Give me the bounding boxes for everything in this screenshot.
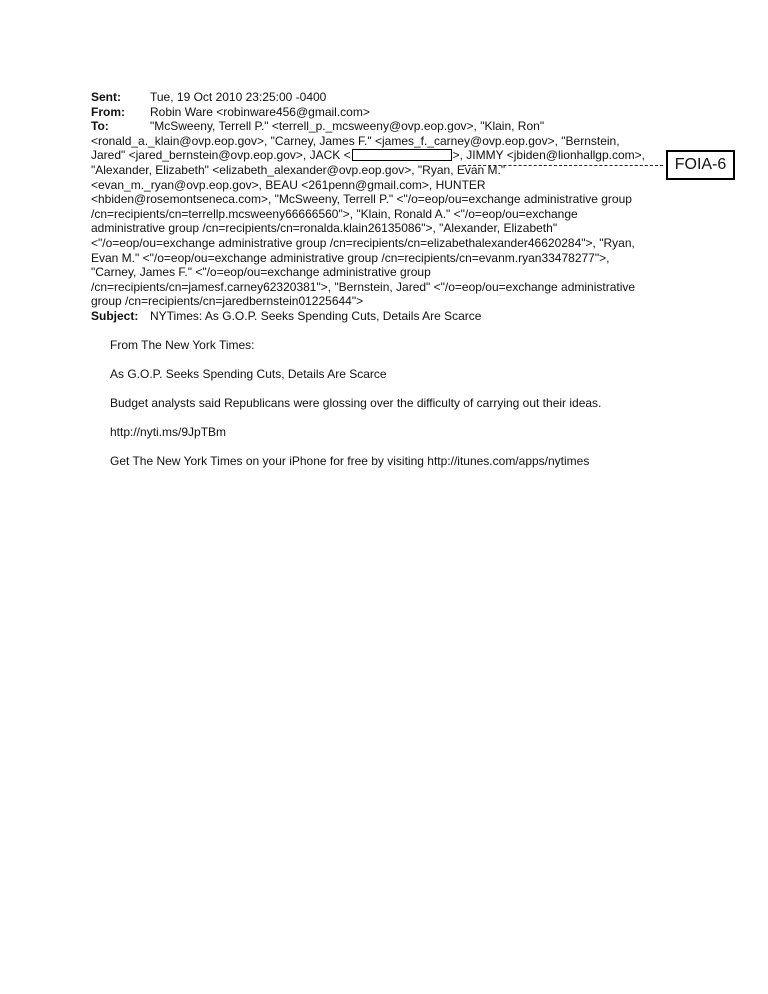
to-line: <"/o=eop/ou=exchange administrative group /cn=recipients/cn=elizabethalexander46620284">, "Ryan,	[91, 235, 635, 250]
app-promo: Get The New York Times on your iPhone for free by visiting http://itunes.com/apps/nytimes	[110, 454, 590, 468]
to-line: <evan_m._ryan@ovp.eop.gov>, BEAU <261penn@gmail.com>, HUNTER	[91, 177, 486, 192]
sent-row	[91, 90, 671, 105]
subject-label: Subject:	[91, 308, 139, 323]
sent-label: Sent:	[91, 90, 121, 104]
to-line: group /cn=recipients/cn=jaredbernstein01225644">	[91, 294, 364, 309]
to-line-part-after: >, JIMMY <jbiden@lionhallgp.com>,	[452, 148, 646, 163]
dashed-leader-line	[463, 165, 663, 166]
to-line-redacted	[91, 148, 671, 163]
to-line: Evan M." <"/o=eop/ou=exchange administrative group /cn=recipients/cn=evanm.ryan33478277">,	[91, 250, 610, 265]
to-line: administrative group /cn=recipients/cn=ronalda.klain26135086">, "Alexander, Elizabeth"	[91, 221, 558, 236]
to-line: "Carney, James F." <"/o=eop/ou=exchange administrative group	[91, 265, 431, 280]
subject-value: NYTimes: As G.O.P. Seeks Spending Cuts, Details Are Scarce	[150, 308, 482, 323]
article-summary: Budget analysts said Republicans were glossing over the difficulty of carrying out their ideas.	[110, 396, 602, 410]
to-line: <hbiden@rosemontseneca.com>, "McSweeny, Terrell P." <"/o=eop/ou=exchange administrative group	[91, 192, 632, 207]
article-link[interactable]: http://nyti.ms/9JpTBm	[110, 425, 227, 439]
to-row	[91, 119, 671, 134]
to-line: /cn=recipients/cn=terrellp.mcsweeny66666560">, "Klain, Ronald A." <"/o=eop/ou=exchange	[91, 206, 578, 221]
to-line: "Alexander, Elizabeth" <elizabeth_alexander@ovp.eop.gov>, "Ryan, Evan M."	[91, 162, 506, 177]
redaction-box	[352, 149, 452, 161]
to-first-line: "McSweeny, Terrell P." <terrell_p._mcsweeny@ovp.eop.gov>, "Klain, Ron"	[150, 119, 545, 134]
to-line: <ronald_a._klain@ovp.eop.gov>, "Carney, James F." <james_f._carney@ovp.eop.gov>, "Bernstein,	[91, 133, 620, 148]
to-line-part: Jared" <jared_bernstein@ovp.eop.gov>, JACK <	[91, 148, 351, 163]
from-value: Robin Ware <robinware456@gmail.com>	[150, 104, 370, 119]
subject-row	[91, 309, 671, 324]
sent-value: Tue, 19 Oct 2010 23:25:00 -0400	[150, 90, 327, 104]
article-title: As G.O.P. Seeks Spending Cuts, Details Are Scarce	[110, 367, 387, 381]
body-line: From The New York Times:	[110, 338, 255, 352]
to-label: To:	[91, 119, 109, 134]
from-row	[91, 105, 671, 120]
email-body	[110, 338, 601, 483]
from-label: From:	[91, 104, 125, 119]
email-header	[91, 90, 671, 324]
foia-stamp: FOIA-6	[666, 150, 735, 180]
to-line: /cn=recipients/cn=jamesf.carney62320381">, "Bernstein, Jared" <"/o=eop/ou=exchange administrative	[91, 279, 636, 294]
